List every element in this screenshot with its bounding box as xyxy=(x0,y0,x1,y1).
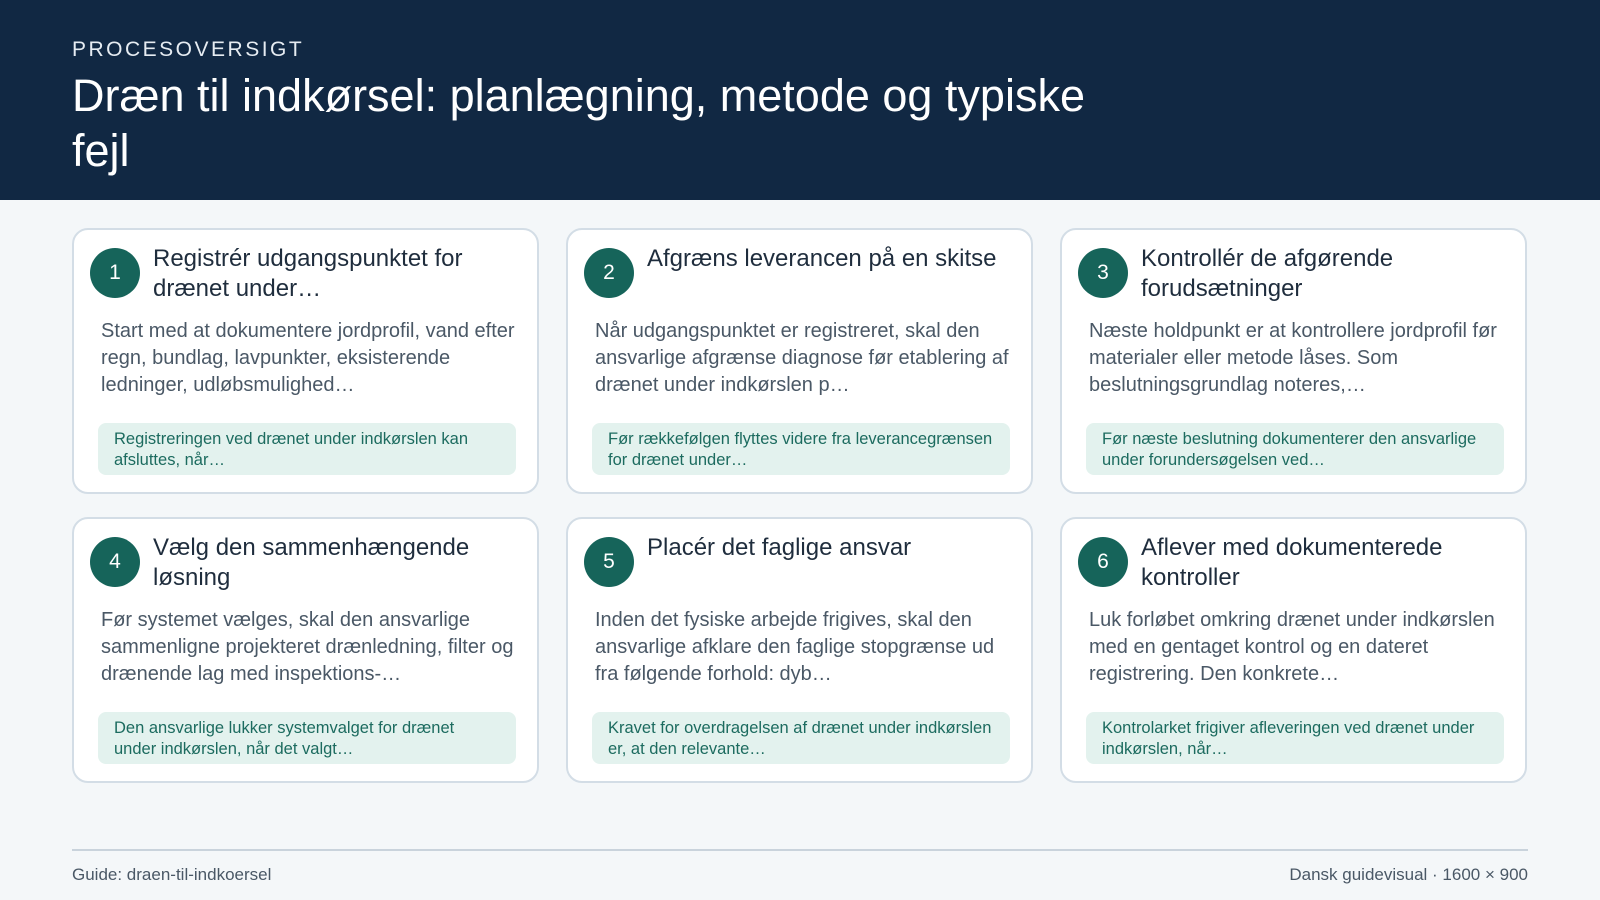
footer-meta-label: Dansk guidevisual · 1600 × 900 xyxy=(1289,865,1528,884)
step-title: Afgræns leverancen på en skitse xyxy=(647,245,997,272)
page-title: Dræn til indkørsel: planlægning, metode og typiske fejl xyxy=(72,70,1085,176)
step-number-badge: 2 xyxy=(584,248,634,298)
step-description: Før systemet vælges, skal den ansvarlige sammenligne projekteret drænledning, filter og drænende lag med inspektions-… xyxy=(101,609,514,685)
step-title: Placér det faglige ansvar xyxy=(647,534,912,561)
step-number-badge: 6 xyxy=(1078,537,1128,587)
step-note xyxy=(98,712,516,764)
step-title: Vælg den sammenhængende løsning xyxy=(153,534,470,591)
step-description: Inden det fysiske arbejde frigives, skal den ansvarlige afklare den faglige stopgrænse ud fra følgende forhold: dyb… xyxy=(595,609,995,685)
step-note-text: Kontrolarket frigiver afleveringen ved drænet under indkørslen, når… xyxy=(1102,719,1475,758)
step-card-1 xyxy=(72,228,539,494)
step-note-text: Den ansvarlige lukker systemvalget for drænet under indkørslen, når det valgt… xyxy=(114,719,455,758)
step-note-text: Før næste beslutning dokumenterer den ansvarlige under forundersøgelsen ved… xyxy=(1102,430,1477,469)
step-number-badge: 5 xyxy=(584,537,634,587)
step-note xyxy=(592,712,1010,764)
step-title: Registrér udgangspunktet for drænet under… xyxy=(153,245,463,302)
step-note-text: Kravet for overdragelsen af drænet under indkørslen er, at den relevante… xyxy=(608,719,992,758)
step-note xyxy=(98,423,516,475)
footer-divider xyxy=(72,849,1528,851)
step-note-text: Registreringen ved drænet under indkørslen kan afsluttes, når… xyxy=(114,430,469,469)
step-card-4 xyxy=(72,517,539,783)
step-title: Kontrollér de afgørende forudsætninger xyxy=(1141,245,1394,302)
step-title: Aflever med dokumenterede kontroller xyxy=(1141,534,1443,591)
step-note xyxy=(1086,712,1504,764)
step-card-5 xyxy=(566,517,1033,783)
step-card-3 xyxy=(1060,228,1527,494)
step-note-text: Før rækkefølgen flyttes videre fra leverancegrænsen for drænet under… xyxy=(608,430,993,469)
step-number-badge: 1 xyxy=(90,248,140,298)
footer-guide-label: Guide: draen-til-indkoersel xyxy=(72,865,272,884)
header-banner xyxy=(0,0,1600,200)
step-card-2 xyxy=(566,228,1033,494)
step-description: Næste holdpunkt er at kontrollere jordprofil før materialer eller metode låses. Som beslutningsgrundlag noteres,… xyxy=(1089,320,1497,396)
step-grid xyxy=(72,228,1528,783)
step-description: Start med at dokumentere jordprofil, vand efter regn, bundlag, lavpunkter, eksisterende ledninger, udløbsmulighed… xyxy=(101,320,515,396)
step-number-badge: 4 xyxy=(90,537,140,587)
eyebrow-label: PROCESOVERSIGT xyxy=(72,38,305,61)
step-number-badge: 3 xyxy=(1078,248,1128,298)
step-note xyxy=(1086,423,1504,475)
step-note xyxy=(592,423,1010,475)
step-description: Når udgangspunktet er registreret, skal den ansvarlige afgrænse diagnose før etablering af drænet under indkørslen p… xyxy=(595,320,1009,396)
step-card-6 xyxy=(1060,517,1527,783)
step-description: Luk forløbet omkring drænet under indkørslen med en gentaget kontrol og en dateret registrering. Den konkrete… xyxy=(1089,609,1495,685)
